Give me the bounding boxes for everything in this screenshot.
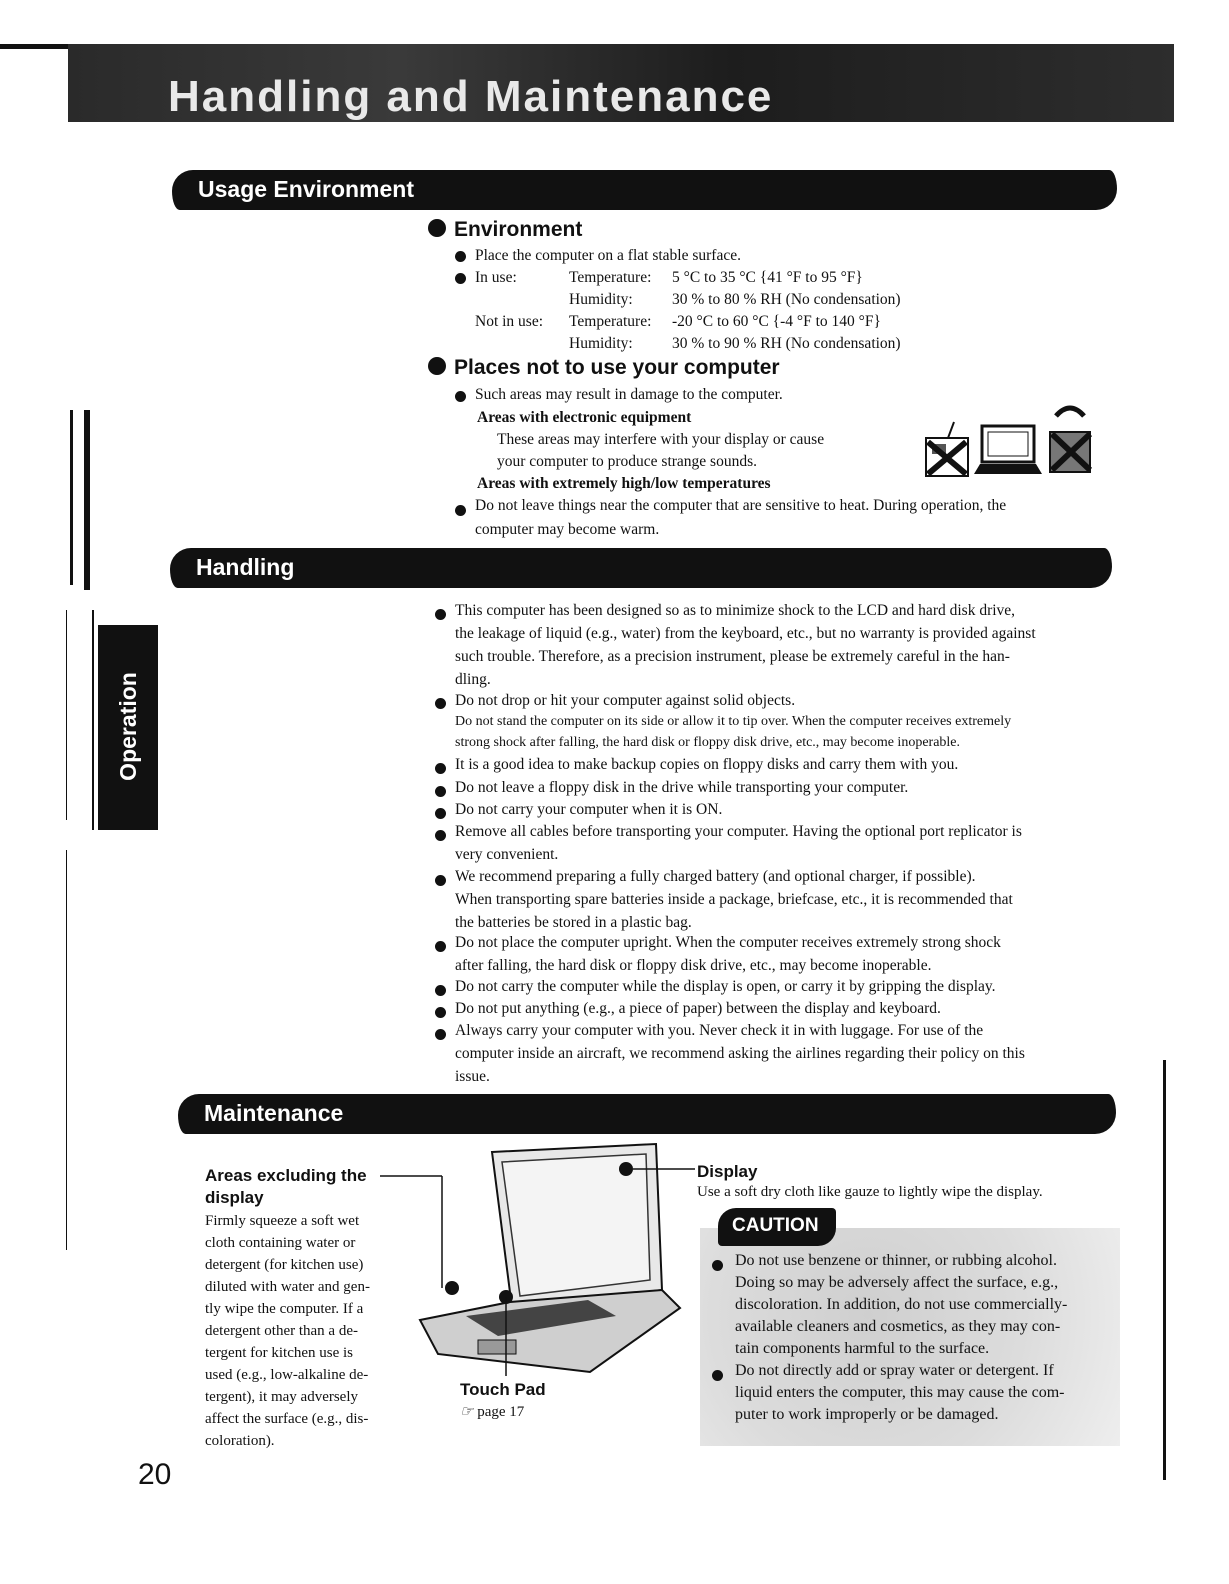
areas-line: tly wipe the computer. If a bbox=[205, 1301, 364, 1317]
environment-place: Place the computer on a flat stable surface. bbox=[475, 247, 741, 264]
in-use-label: In use: bbox=[475, 269, 517, 286]
areas-line: tergent for kitchen use is bbox=[205, 1345, 354, 1361]
margin-mark bbox=[66, 610, 67, 820]
temp-label: Temperature: bbox=[569, 313, 652, 330]
bullet-icon bbox=[455, 251, 466, 262]
caution-line: Doing so may be adversely affect the surface, e.g., bbox=[735, 1274, 1059, 1291]
electronic-line: These areas may interfere with your display or cause bbox=[497, 431, 825, 448]
areas-line: diluted with water and gen- bbox=[205, 1279, 370, 1295]
handling-line: Always carry your computer with you. Never check it in with luggage. For use of the bbox=[455, 1022, 984, 1039]
section-usage-environment bbox=[172, 170, 1117, 210]
no-electronics-illustration bbox=[918, 396, 1100, 486]
handling-line: the leakage of liquid (e.g., water) from the keyboard, etc., but no warranty is provided against bbox=[455, 625, 1036, 642]
caution-line: available cleaners and cosmetics, as they may con- bbox=[735, 1318, 1061, 1335]
not-in-use-temp: -20 °C to 60 °C {-4 °F to 140 °F} bbox=[672, 313, 881, 330]
bullet-icon bbox=[435, 830, 446, 841]
section-title: Maintenance bbox=[204, 1100, 344, 1126]
touchpad-label: Touch Pad bbox=[460, 1380, 546, 1399]
handling-line: Do not carry the computer while the display is open, or carry it by gripping the display. bbox=[455, 978, 996, 995]
areas-line: detergent other than a de- bbox=[205, 1323, 358, 1339]
caution-line: puter to work improperly or be damaged. bbox=[735, 1406, 999, 1423]
display-heading: Display bbox=[697, 1162, 758, 1181]
side-tab bbox=[98, 625, 158, 830]
in-use-temp: 5 °C to 35 °C {41 °F to 95 °F} bbox=[672, 269, 863, 286]
environment-heading: Environment bbox=[428, 218, 582, 242]
margin-mark bbox=[66, 850, 67, 1250]
heat-line: Do not leave things near the computer that are sensitive to heat. During operation, the bbox=[475, 497, 1007, 514]
temperature-heading: Areas with extremely high/low temperatures bbox=[477, 475, 771, 492]
not-in-use-humidity: 30 % to 90 % RH (No condensation) bbox=[672, 335, 901, 352]
handling-line: Remove all cables before transporting your computer. Having the optional port replicator is bbox=[455, 823, 1022, 840]
temp-label: Temperature: bbox=[569, 269, 652, 286]
handling-line: strong shock after falling, the hard disk or floppy disk drive, etc., may become inoperable. bbox=[455, 735, 961, 750]
caution-line: Do not use benzene or thinner, or rubbing alcohol. bbox=[735, 1252, 1057, 1269]
page-banner bbox=[68, 44, 1174, 122]
section-handling bbox=[170, 548, 1112, 588]
bullet-icon bbox=[435, 698, 446, 709]
areas-line: used (e.g., low-alkaline de- bbox=[205, 1367, 369, 1383]
places-intro: Such areas may result in damage to the computer. bbox=[475, 386, 783, 403]
bullet-icon bbox=[435, 875, 446, 886]
electronic-line: your computer to produce strange sounds. bbox=[497, 453, 757, 470]
display-text: Use a soft dry cloth like gauze to lightly wipe the display. bbox=[697, 1184, 1043, 1200]
bullet-icon bbox=[435, 1029, 446, 1040]
laptop-icon bbox=[974, 426, 1042, 474]
bullet-icon bbox=[428, 219, 446, 237]
humidity-label: Humidity: bbox=[569, 291, 633, 308]
humidity-label: Humidity: bbox=[569, 335, 633, 352]
section-title: Usage Environment bbox=[198, 176, 414, 202]
bullet-icon bbox=[435, 808, 446, 819]
section-maintenance bbox=[178, 1094, 1116, 1134]
margin-mark bbox=[1163, 1060, 1166, 1480]
margin-mark bbox=[84, 410, 90, 590]
touchpad-ref: ☞ page 17 bbox=[460, 1404, 525, 1420]
caution-line: discoloration. In addition, do not use commercially- bbox=[735, 1296, 1068, 1313]
areas-heading: display bbox=[205, 1188, 264, 1207]
handling-line: It is a good idea to make backup copies on floppy disks and carry them with you. bbox=[455, 756, 959, 773]
caution-line: liquid enters the computer, this may cause the com- bbox=[735, 1384, 1065, 1401]
page-title: Handling and Maintenance bbox=[168, 72, 774, 121]
handling-line: Do not carry your computer when it is ON. bbox=[455, 801, 723, 818]
caution-badge: CAUTION bbox=[718, 1208, 836, 1246]
handling-line: We recommend preparing a fully charged battery (and optional charger, if possible). bbox=[455, 868, 976, 885]
handling-line: issue. bbox=[455, 1068, 490, 1085]
handling-line: after falling, the hard disk or floppy disk drive, etc., may become inoperable. bbox=[455, 957, 932, 974]
heat-line: computer may become warm. bbox=[475, 521, 660, 538]
bullet-icon bbox=[455, 273, 466, 284]
caution-line: Do not directly add or spray water or detergent. If bbox=[735, 1362, 1054, 1379]
areas-heading: Areas excluding the bbox=[205, 1166, 367, 1185]
handling-line: This computer has been designed so as to minimize shock to the LCD and hard disk drive, bbox=[455, 602, 1016, 619]
handling-line: the batteries be stored in a plastic bag. bbox=[455, 914, 692, 931]
bullet-icon bbox=[435, 609, 446, 620]
places-heading: Places not to use your computer bbox=[428, 356, 780, 380]
margin-mark bbox=[70, 410, 73, 585]
page-ref-icon: ☞ bbox=[460, 1404, 474, 1420]
handling-line: Do not drop or hit your computer against solid objects. bbox=[455, 692, 796, 709]
phone-icon bbox=[1050, 408, 1090, 472]
radio-icon bbox=[926, 422, 968, 476]
handling-line: Do not stand the computer on its side or allow it to tip over. When the computer receives extremely bbox=[455, 714, 1012, 729]
handling-line: Do not put anything (e.g., a piece of paper) between the display and keyboard. bbox=[455, 1000, 941, 1017]
areas-line: detergent (for kitchen use) bbox=[205, 1257, 364, 1273]
bullet-icon bbox=[435, 1007, 446, 1018]
areas-line: affect the surface (e.g., dis- bbox=[205, 1411, 369, 1427]
handling-line: computer inside an aircraft, we recommend asking the airlines regarding their policy on this bbox=[455, 1045, 1025, 1062]
bullet-icon bbox=[435, 786, 446, 797]
caution-line: tain components harmful to the surface. bbox=[735, 1340, 990, 1357]
handling-line: dling. bbox=[455, 671, 491, 688]
section-title: Handling bbox=[196, 554, 295, 580]
handling-line: such trouble. Therefore, as a precision instrument, please be extremely careful in the han- bbox=[455, 648, 1010, 665]
handling-line: Do not place the computer upright. When the computer receives extremely strong shock bbox=[455, 934, 1001, 951]
laptop-illustration bbox=[380, 1140, 700, 1380]
bullet-icon bbox=[428, 357, 446, 375]
side-tab-label: Operation bbox=[115, 672, 141, 781]
bullet-icon bbox=[435, 985, 446, 996]
bullet-icon bbox=[712, 1260, 723, 1271]
bullet-icon bbox=[435, 941, 446, 952]
margin-mark bbox=[92, 610, 94, 830]
areas-line: Firmly squeeze a soft wet bbox=[205, 1213, 360, 1229]
areas-line: coloration). bbox=[205, 1433, 275, 1449]
laptop-base bbox=[420, 1290, 680, 1372]
handling-line: When transporting spare batteries inside a package, briefcase, etc., it is recommended that bbox=[455, 891, 1013, 908]
in-use-humidity: 30 % to 80 % RH (No condensation) bbox=[672, 291, 901, 308]
handling-line: Do not leave a floppy disk in the drive while transporting your computer. bbox=[455, 779, 909, 796]
bullet-icon bbox=[435, 763, 446, 774]
areas-line: cloth containing water or bbox=[205, 1235, 356, 1251]
handling-line: very convenient. bbox=[455, 846, 559, 863]
areas-line: tergent), it may adversely bbox=[205, 1389, 359, 1405]
page-number: 20 bbox=[138, 1458, 172, 1491]
bullet-icon bbox=[712, 1370, 723, 1381]
electronic-heading: Areas with electronic equipment bbox=[477, 409, 692, 426]
bullet-icon bbox=[455, 505, 466, 516]
bullet-icon bbox=[455, 391, 466, 402]
not-in-use-label: Not in use: bbox=[475, 313, 544, 330]
